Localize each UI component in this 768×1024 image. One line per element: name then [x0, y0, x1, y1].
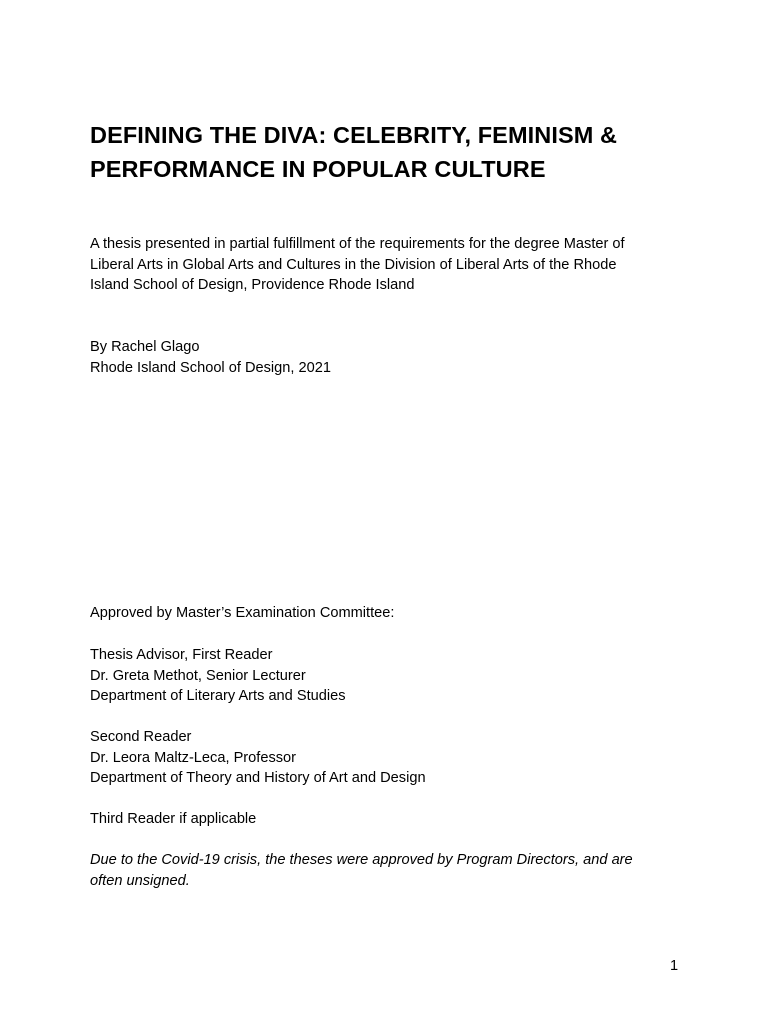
covid-note [90, 850, 633, 891]
approval-heading-text: Approved by Master’s Examination Committee: [90, 605, 395, 621]
third-reader-note [90, 809, 256, 830]
author-institution-year: Rhode Island School of Design, 2021 [90, 359, 331, 376]
thesis-statement-line: A thesis presented in partial fulfillment of the requirements for the degree Master of [90, 236, 625, 252]
thesis-statement-line: Liberal Arts in Global Arts and Cultures in the Division of Liberal Arts of the Rhode [90, 256, 617, 273]
advisor-department: Department of Literary Arts and Studies [90, 688, 346, 704]
approval-heading [90, 603, 394, 624]
covid-note-line: often unsigned. [90, 872, 190, 889]
second-reader-name: Dr. Leora Maltz-Leca, Professor [90, 749, 297, 766]
document-title [90, 118, 700, 186]
advisor-name: Dr. Greta Methot, Senior Lecturer [90, 667, 306, 684]
thesis-statement-line: Island School of Design, Providence Rhode Island [90, 277, 415, 293]
second-reader-role: Second Reader [90, 729, 192, 745]
page-number: 1 [670, 958, 679, 974]
covid-note-line: Due to the Covid-19 crisis, the theses were approved by Program Directors, and are [90, 852, 633, 868]
author-byline: By Rachel Glago [90, 339, 200, 355]
author-block [90, 337, 331, 378]
second-reader-block [90, 727, 426, 789]
thesis-statement [90, 234, 625, 296]
title-line: PERFORMANCE IN POPULAR CULTURE [90, 156, 546, 182]
advisor-block [90, 645, 346, 707]
title-line: DEFINING THE DIVA: CELEBRITY, FEMINISM & [90, 122, 618, 148]
third-reader-text: Third Reader if applicable [90, 811, 257, 827]
second-reader-department: Department of Theory and History of Art and Design [90, 770, 426, 786]
advisor-role: Thesis Advisor, First Reader [90, 647, 273, 663]
